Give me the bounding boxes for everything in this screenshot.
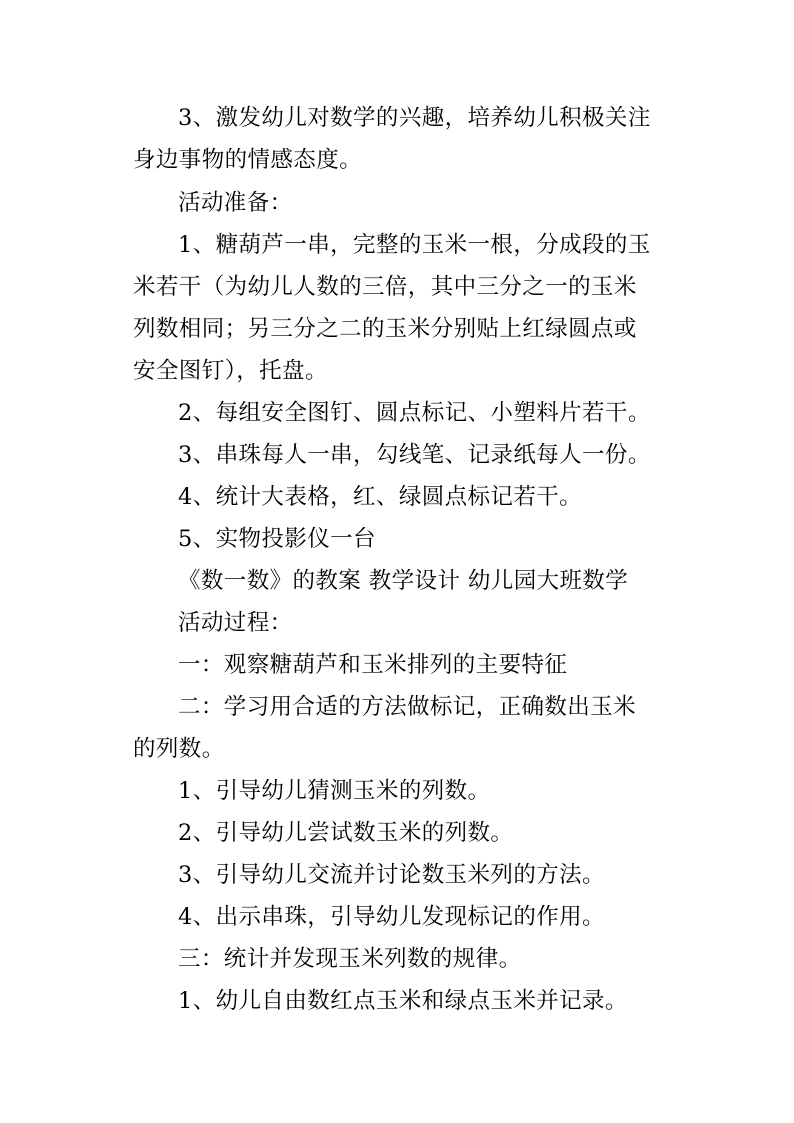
prep-1-line-4: 安全图钉），托盘。 [133,358,328,384]
process-step-1: 一：观察糖葫芦和玉米排列的主要特征 [178,652,568,678]
prep-2: 2、每组安全图钉、圆点标记、小塑料片若干。 [178,400,651,426]
prep-1-line-1: 1、糖葫芦一串，完整的玉米一根，分成段的玉 [178,232,651,258]
goal-3-line-2: 身边事物的情感态度。 [133,147,363,173]
step-2-item-4: 4、出示串珠，引导幼儿发现标记的作用。 [178,904,605,930]
goal-3-line-1: 3、激发幼儿对数学的兴趣，培养幼儿积极关注 [178,105,651,131]
source-title-line: 《数一数》的教案 教学设计 幼儿园大班数学 [178,568,629,594]
heading-activity-preparation: 活动准备： [178,190,293,216]
step-2-item-2: 2、引导幼儿尝试数玉米的列数。 [178,820,514,846]
prep-4: 4、统计大表格，红、绿圆点标记若干。 [178,484,583,510]
process-step-2-line-1: 二：学习用合适的方法做标记，正确数出玉米 [178,694,637,720]
step-2-item-1: 1、引导幼儿猜测玉米的列数。 [178,778,491,804]
step-2-item-3: 3、引导幼儿交流并讨论数玉米列的方法。 [178,862,605,888]
heading-activity-process: 活动过程： [178,610,293,636]
process-step-3: 三：统计并发现玉米列数的规律。 [178,946,522,972]
step-3-item-1: 1、幼儿自由数红点玉米和绿点玉米并记录。 [178,988,628,1014]
prep-1-line-2: 米若干（为幼儿人数的三倍，其中三分之一的玉米 [133,274,637,300]
prep-1-line-3: 列数相同；另三分之二的玉米分别贴上红绿圆点或 [133,316,637,342]
prep-3: 3、串珠每人一串，勾线笔、记录纸每人一份。 [178,442,651,468]
prep-5: 5、实物投影仪一台 [178,526,376,552]
process-step-2-line-2: 的列数。 [133,736,225,762]
